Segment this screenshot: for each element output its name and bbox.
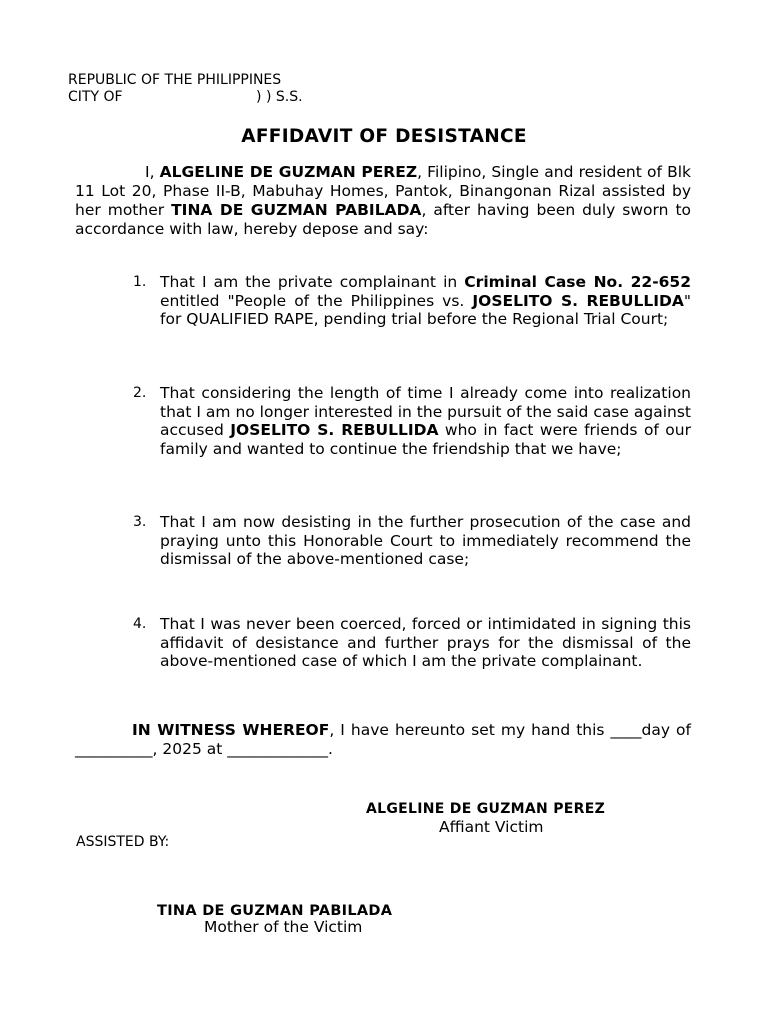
mother-signature-name: TINA DE GUZMAN PABILADA — [157, 903, 393, 919]
item-text-part: who in fact were friends of our family and wanted to continue the friendship that we have; — [160, 421, 691, 458]
item-text-part: That I am the private complainant in — [160, 273, 465, 291]
item-text-part: entitled "People of the Philippines vs. — [160, 291, 473, 310]
item-text-part: That I am now desisting in the further prosecution of the case and praying unto this Honorable Court to immediately recommend the dismissal of the above-mentioned case; — [160, 513, 691, 568]
accused-name: JOSELITO S. REBULLIDA — [472, 291, 684, 310]
affiant-signature-name: ALGELINE DE GUZMAN PEREZ — [366, 801, 606, 817]
header-republic: REPUBLIC OF THE PHILIPPINES — [68, 72, 282, 88]
intro-paragraph — [75, 163, 691, 239]
mother-name: TINA DE GUZMAN PABILADA — [171, 201, 422, 219]
mother-signature-role: Mother of the Victim — [204, 918, 363, 936]
list-item — [133, 384, 691, 458]
case-number: Criminal Case No. 22-652 — [464, 273, 692, 291]
item-number: 4. — [133, 616, 147, 632]
item-text-part: That I was never been coerced, forced or intimidated in signing this affidavit of desistance and further prays for the dismissal of the above-mentioned case of which I am the private complainant. — [160, 615, 691, 670]
item-text — [160, 273, 691, 329]
list-item — [133, 273, 691, 329]
header-city: CITY OF ) ) S.S. — [68, 89, 303, 105]
affiant-name: ALGELINE DE GUZMAN PEREZ — [159, 163, 418, 181]
accused-name: JOSELITO S. REBULLIDA — [230, 421, 439, 439]
witness-paragraph — [75, 721, 691, 759]
assisted-by-label: ASSISTED BY: — [76, 834, 170, 850]
affiant-signature-role: Affiant Victim — [439, 818, 544, 836]
document-title: AFFIDAVIT OF DESISTANCE — [241, 126, 527, 147]
witness-lead: IN WITNESS WHEREOF — [132, 721, 330, 739]
list-item — [133, 615, 691, 671]
list-item — [133, 513, 691, 569]
item-text — [160, 384, 691, 458]
item-text — [160, 513, 691, 569]
item-text — [160, 615, 691, 671]
witness-text: , I have hereunto set my hand this ____day of __________, 2025 at _____________. — [75, 721, 691, 758]
item-number: 2. — [133, 385, 147, 401]
item-text-part: " for QUALIFIED RAPE, pending trial before the Regional Trial Court; — [160, 291, 691, 328]
intro-text-2: , Filipino, Single and resident of Blk 11 Lot 20, Phase II-B, Mabuhay Homes, Pantok, Binangonan Rizal assisted by her mother — [75, 163, 691, 219]
item-number: 1. — [133, 274, 147, 290]
item-number: 3. — [133, 514, 147, 530]
intro-text-3: , after having been duly sworn to accordance with law, hereby depose and say: — [75, 201, 692, 238]
item-text-part: That considering the length of time I already come into realization that I am no longer interested in the pursuit of the said case against accused — [160, 384, 691, 439]
intro-text-1: I, — [145, 163, 160, 181]
